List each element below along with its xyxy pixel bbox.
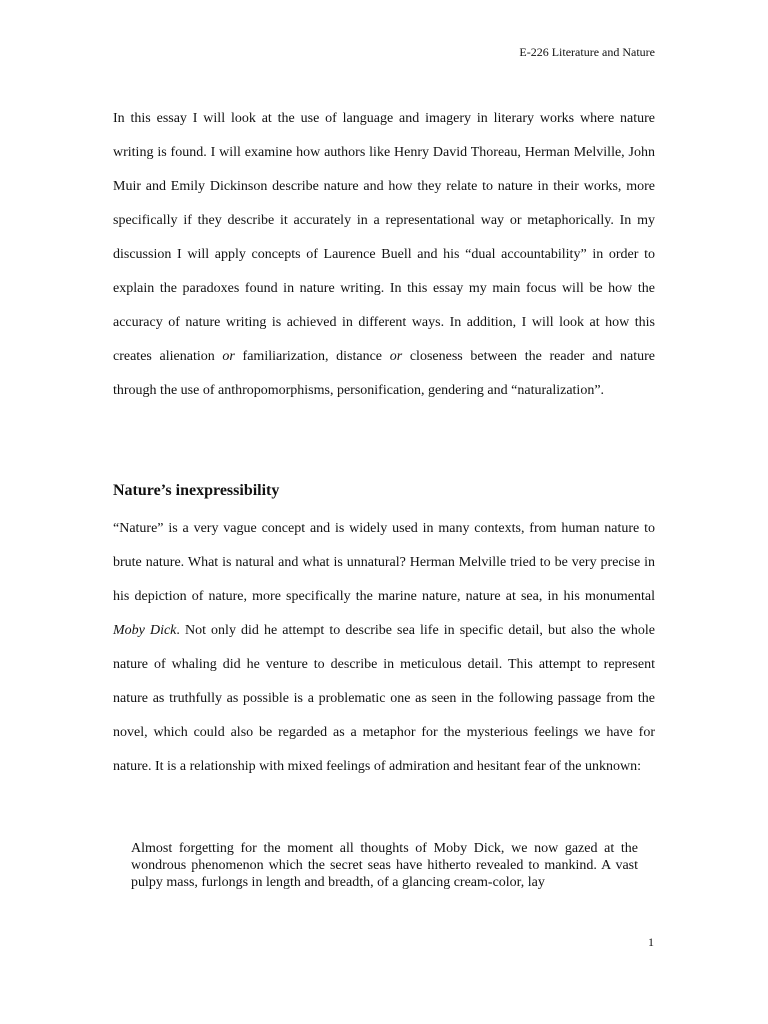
intro-text-part-2: familiarization, distance <box>234 349 390 364</box>
introduction-block <box>113 102 655 408</box>
page-number: 1 <box>648 935 654 949</box>
intro-text-part-3: closeness between the reader and nature through the use of anthropomorphisms, personification, gendering and “naturalization”. <box>113 349 656 398</box>
book-title: Moby Dick <box>113 623 177 638</box>
section-heading: Nature’s inexpressibility <box>113 482 280 499</box>
running-header: E-226 Literature and Nature <box>519 45 655 59</box>
block-quote: Almost forgetting for the moment all thoughts of Moby Dick, we now gazed at the wondrous phenomenon which the secret seas have hitherto revealed to mankind. A vast pulpy mass, furlongs in length and breadth, of a glancing cream-color, lay <box>131 841 638 890</box>
section-text-part-2: . Not only did he attempt to describe sea life in specific detail, but also the whole nature of whaling did he venture to describe in meticulous detail. This attempt to represent nature as truthfully as possible is a problematic one as seen in the following passage from the novel, which could also be regarded as a metaphor for the mysterious feelings we have for nature. It is a relationship with mixed feelings of admiration and hesitant fear of the unknown: <box>113 623 655 774</box>
intro-emphasis-or-1: or <box>222 349 235 364</box>
section-body <box>113 512 655 784</box>
introduction-paragraph <box>113 102 655 408</box>
section-text-part-1: “Nature” is a very vague concept and is widely used in many contexts, from human nature to brute nature. What is natural and what is unnatural? Herman Melville tried to be very precise in his depiction of nature, more specifically the marine nature, nature at sea, in his monumental <box>113 521 655 604</box>
section-paragraph <box>113 512 655 784</box>
intro-emphasis-or-2: or <box>389 349 403 364</box>
intro-text-part-1: In this essay I will look at the use of language and imagery in literary works where nature writing is found. I will examine how authors like Henry David Thoreau, Herman Melville, John Muir and Emily Dickinson describe nature and how they relate to nature in their works, more specifically if they describe it accurately in a representational way or metaphorically. In my discussion I will apply concepts of Laurence Buell and his “dual accountability” in order to explain the paradoxes found in nature writing. In this essay my main focus will be how the accuracy of nature writing is achieved in different ways. In addition, I will look at how this creates alienation <box>113 111 655 364</box>
